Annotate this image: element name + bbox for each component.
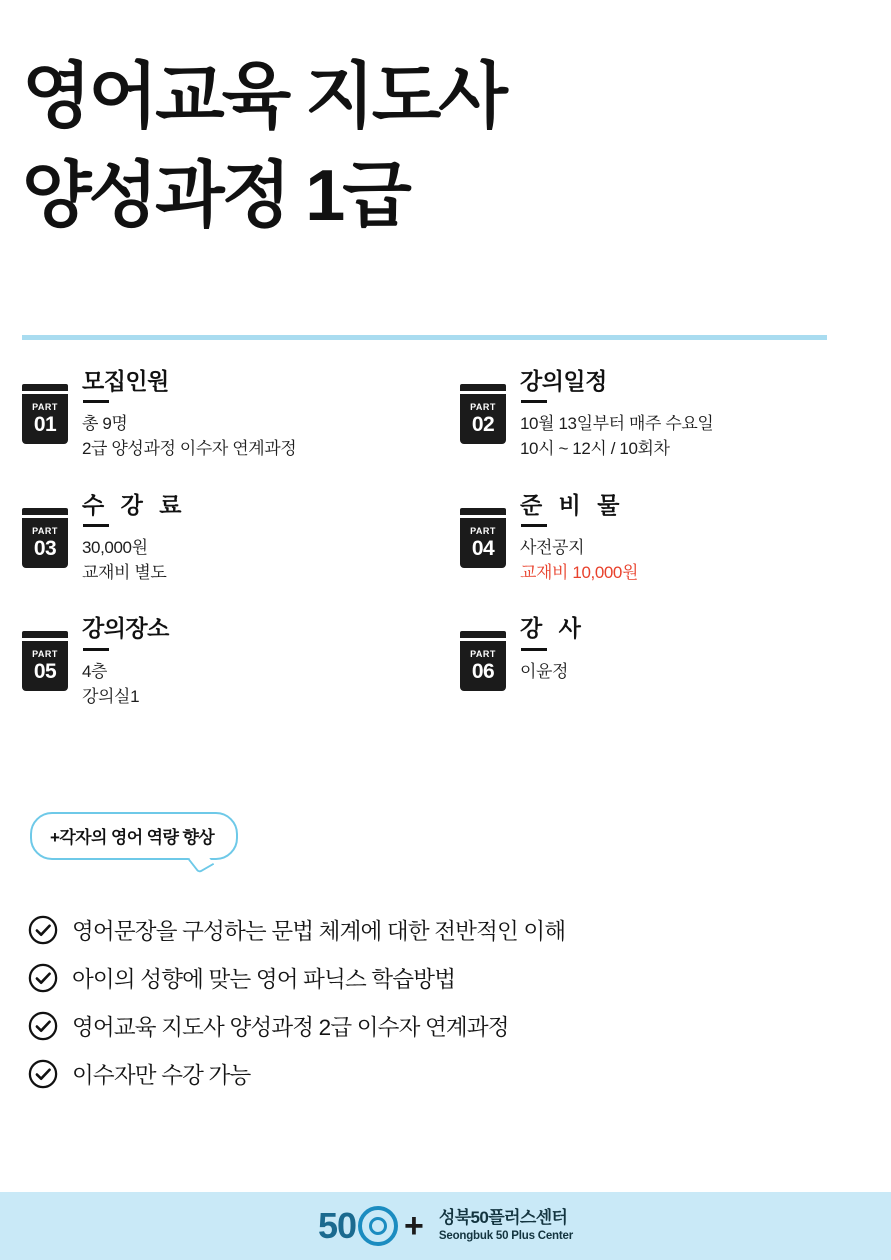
callout-bubble-label: +각자의 영어 역량 향상	[50, 828, 215, 847]
part-item-01	[22, 368, 426, 462]
part-number-label: 05	[33, 660, 57, 684]
part-word-label: PART	[32, 402, 58, 412]
part-heading: 수 강 료	[82, 491, 187, 518]
heading-rule	[521, 400, 547, 403]
footer-center-name-ko: 성북50플러스센터	[438, 1207, 568, 1227]
page-title-line-1: 영어교육 지도사	[22, 57, 505, 137]
part-item-03	[22, 492, 426, 586]
part-detail-line: 2급 양성과정 이수자 연계과정	[82, 439, 297, 459]
check-circle-icon	[28, 915, 58, 945]
part-word-label: PART	[470, 402, 496, 412]
part-item-04	[460, 492, 864, 586]
list-item-label: 영어문장을 구성하는 문법 체계에 대한 전반적인 이해	[72, 919, 566, 944]
book-icon	[460, 631, 508, 691]
list-item	[28, 906, 858, 954]
list-item-label: 이수자만 수강 가능	[72, 1063, 251, 1088]
part-heading: 준 비 물	[520, 491, 625, 518]
part-heading: 강의일정	[520, 368, 607, 394]
check-circle-icon	[28, 1011, 58, 1041]
footer-logo	[318, 1205, 573, 1247]
part-number-label: 02	[471, 413, 495, 436]
heading-rule	[83, 524, 109, 527]
part-word-label: PART	[32, 525, 58, 536]
part-number-label: 04	[471, 536, 495, 560]
logo-number: 50	[318, 1205, 357, 1246]
callout-bubble	[30, 812, 238, 860]
part-detail-line: 사전공지	[520, 538, 585, 558]
check-circle-icon	[28, 963, 58, 993]
book-icon	[22, 508, 70, 568]
book-icon	[22, 384, 70, 444]
book-icon	[460, 508, 508, 568]
header-divider	[22, 335, 827, 340]
part-detail-line: 30,000원	[82, 538, 148, 558]
footer-center-name-en: Seongbuk 50 Plus Center	[438, 1230, 573, 1243]
page-title-line-2: 양성과정 1급	[22, 156, 409, 237]
check-circle-icon	[28, 1059, 58, 1089]
part-word-label: PART	[470, 649, 496, 660]
part-detail-line: 4층	[82, 661, 108, 681]
logo-plus-label: +	[404, 1206, 423, 1245]
part-detail-line: 교재비 별도	[82, 562, 167, 582]
part-heading: 강 사	[520, 615, 586, 642]
list-item	[28, 1002, 858, 1050]
book-icon	[22, 631, 70, 691]
parts-grid	[22, 368, 868, 709]
part-detail-line: 강의실1	[82, 686, 140, 706]
heading-rule	[521, 524, 547, 527]
heading-rule	[521, 648, 547, 651]
list-item-label: 영어교육 지도사 양성과정 2급 이수자 연계과정	[72, 1015, 509, 1040]
part-number-label: 01	[33, 413, 57, 436]
part-item-02	[460, 368, 864, 462]
part-detail-line: 10시 ~ 12시 / 10회차	[520, 439, 670, 459]
logo-ring-icon	[358, 1206, 398, 1246]
part-number-label: 03	[33, 536, 57, 560]
callout-bubble-tail	[188, 850, 215, 873]
part-detail-line: 총 9명	[82, 414, 128, 434]
part-detail-line: 이윤정	[520, 661, 569, 681]
part-number-label: 06	[471, 660, 495, 684]
part-item-06	[460, 615, 864, 709]
book-icon	[460, 384, 508, 444]
heading-rule	[83, 400, 109, 403]
list-item	[28, 1050, 858, 1098]
list-item-label: 아이의 성향에 맞는 영어 파닉스 학습방법	[72, 967, 456, 992]
heading-rule	[83, 648, 109, 651]
footer-bar	[0, 1192, 891, 1260]
list-item	[28, 954, 858, 1002]
logo-50plus-icon	[318, 1205, 423, 1247]
part-heading: 모집인원	[82, 368, 169, 394]
part-detail-line: 10월 13일부터 매주 수요일	[520, 414, 714, 434]
page-title	[22, 48, 862, 247]
part-detail-line-accent: 교재비 10,000원	[520, 562, 639, 582]
part-word-label: PART	[470, 525, 496, 536]
part-item-05	[22, 615, 426, 709]
part-heading: 강의장소	[82, 615, 169, 642]
part-word-label: PART	[32, 649, 58, 660]
benefit-list	[28, 906, 858, 1098]
